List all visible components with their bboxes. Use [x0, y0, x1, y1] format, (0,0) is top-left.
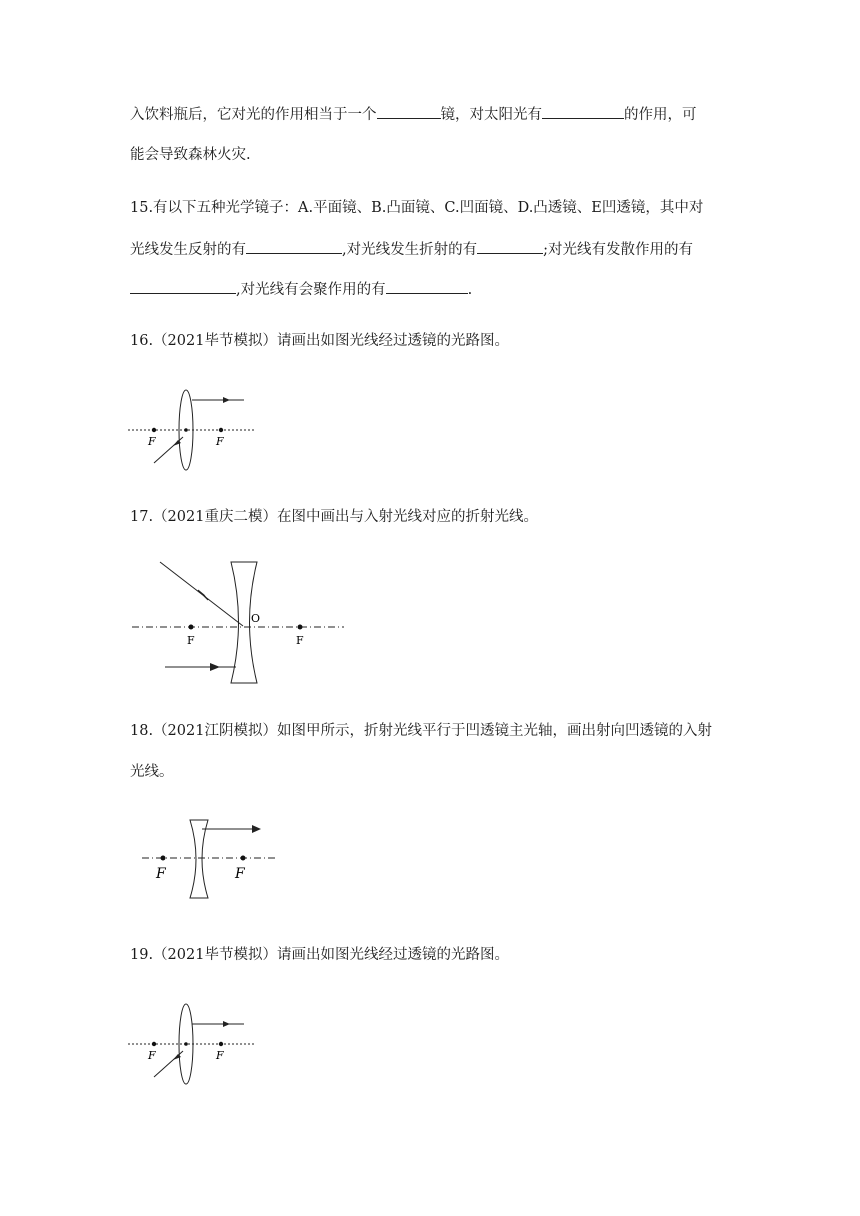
arrow-head	[223, 1021, 230, 1027]
focus-point-right	[241, 856, 246, 861]
q19-text: 19.（2021毕节模拟）请画出如图光线经过透镜的光路图。	[130, 947, 509, 963]
q17-text: 17.（2021重庆二模）在图中画出与入射光线对应的折射光线。	[130, 509, 538, 525]
focus-point-right	[298, 625, 303, 630]
focus-label: F	[235, 866, 245, 882]
q14-text-a: 入饮料瓶后，它对光的作用相当于一个	[130, 107, 377, 123]
focus-point-left	[161, 856, 166, 861]
q15-text-2a: 光线发生反射的有	[130, 242, 246, 258]
focus-point-right	[219, 1042, 223, 1046]
q15-text-2c: ;对光线有发散作用的有	[543, 242, 693, 258]
q18-concave-lens-diagram	[140, 818, 285, 903]
q18-line-2	[130, 762, 174, 782]
focus-label: F	[148, 435, 156, 448]
q14-text-b: 镜，对太阳光有	[440, 107, 542, 123]
q14-text-c: 的作用，可	[624, 107, 697, 123]
q16-convex-lens-diagram	[126, 385, 266, 475]
answer-blank[interactable]	[386, 279, 468, 294]
answer-blank[interactable]	[377, 104, 441, 119]
answer-blank[interactable]	[542, 104, 624, 119]
q14-text-d: 能会导致森林火灾.	[130, 147, 251, 163]
q15-line-3	[130, 279, 472, 300]
q19-prompt	[130, 945, 509, 965]
focus-label: F	[216, 1049, 224, 1062]
focus-point-left	[152, 1042, 156, 1046]
focus-label: F	[156, 866, 166, 882]
answer-blank[interactable]	[130, 279, 236, 294]
answer-blank[interactable]	[477, 239, 543, 254]
q14-line-2	[130, 145, 251, 165]
q15-text-3c: .	[467, 282, 473, 298]
q15-line-2	[130, 239, 693, 260]
arrow-head	[252, 825, 261, 833]
focus-point-left	[189, 625, 194, 630]
lens-center-point	[184, 428, 188, 432]
focus-point-right	[219, 428, 223, 432]
q17-prompt	[130, 507, 538, 527]
q15-text-3b: ,对光线有会聚作用的有	[236, 282, 386, 298]
q18-text-1: 18.（2021江阴模拟）如图甲所示，折射光线平行于凹透镜主光轴，画出射向凹透镜的入射	[130, 723, 712, 739]
lens-center-point	[184, 1042, 188, 1046]
q16-text: 16.（2021毕节模拟）请画出如图光线经过透镜的光路图。	[130, 333, 509, 349]
focus-label: F	[187, 634, 195, 647]
q15-text-1: 15.有以下五种光学镜子：A.平面镜、B.凸面镜、C.凹面镜、D.凸透镜、E凹透镜，其中对	[130, 200, 704, 216]
q16-prompt	[130, 331, 509, 351]
arrow-head	[223, 397, 230, 403]
q17-concave-lens-diagram	[130, 560, 350, 690]
q15-line-1	[130, 198, 703, 218]
concave-lens	[190, 820, 208, 898]
q18-line-1	[130, 721, 712, 741]
focus-label: F	[296, 634, 304, 647]
arrow-head	[198, 590, 208, 600]
focus-point-left	[152, 428, 156, 432]
focus-label: F	[216, 435, 224, 448]
q19-convex-lens-diagram	[126, 999, 266, 1089]
optical-center-label: O	[251, 612, 261, 625]
focus-label: F	[148, 1049, 156, 1062]
answer-blank[interactable]	[246, 239, 342, 254]
arrow-head	[210, 663, 220, 671]
q15-text-2b: ,对光线发生折射的有	[342, 242, 478, 258]
q18-text-2: 光线。	[130, 764, 174, 780]
q14-line-1	[130, 104, 697, 125]
